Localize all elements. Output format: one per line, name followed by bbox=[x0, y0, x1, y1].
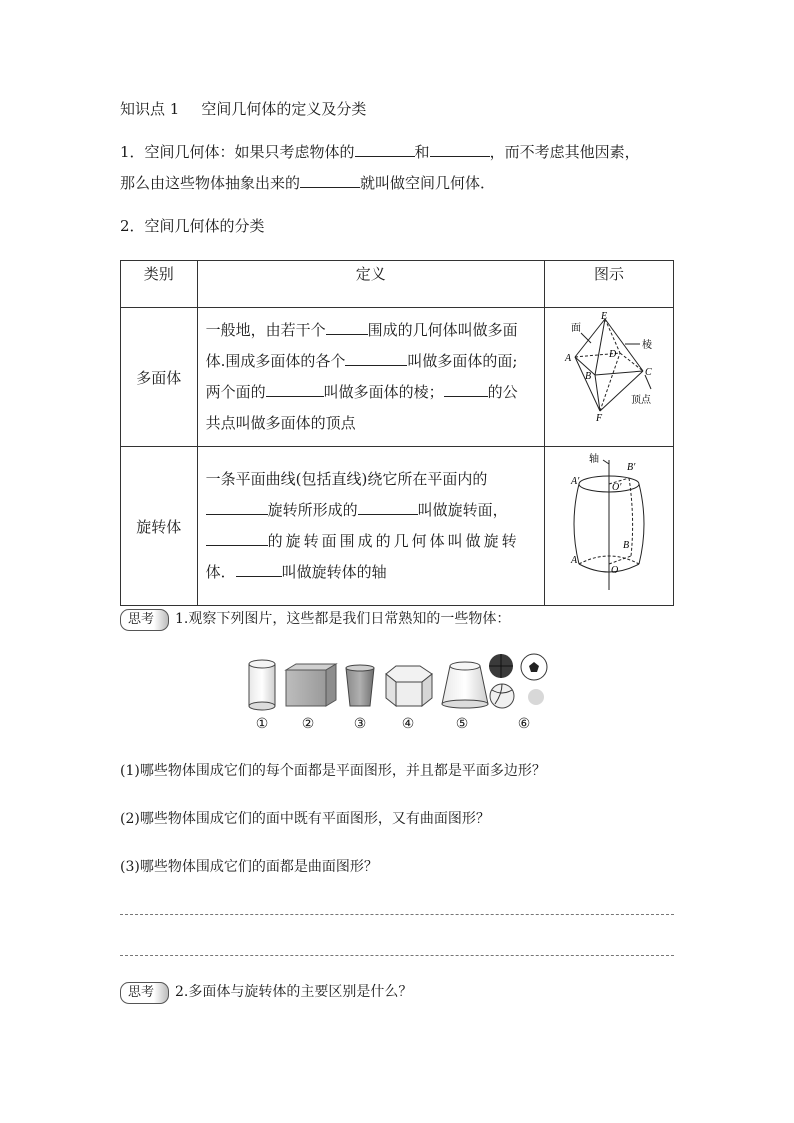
think-1 bbox=[120, 609, 510, 631]
classification-table bbox=[120, 260, 674, 606]
section-title: 空间几何体的定义及分类 bbox=[201, 100, 367, 118]
answer-blank[interactable] bbox=[326, 320, 368, 335]
table-row-polyhedron bbox=[121, 308, 674, 447]
cup-object bbox=[346, 665, 374, 706]
label-O-rev: O bbox=[610, 564, 619, 576]
figure-polyhedron bbox=[544, 308, 673, 447]
header-category: 类别 bbox=[121, 261, 198, 308]
hexagonal-prism-object bbox=[386, 666, 432, 706]
table-header-row bbox=[121, 261, 674, 308]
item1-text-d: 那么由这些物体抽象出来的 bbox=[120, 174, 301, 192]
item1-line2 bbox=[120, 167, 495, 199]
object-number: ③ bbox=[353, 716, 367, 732]
revolution-diagram bbox=[545, 448, 673, 605]
def-text: 的公 bbox=[487, 383, 518, 401]
answer-blank[interactable] bbox=[266, 382, 324, 397]
def-text: 围成的几何体叫做多面 bbox=[367, 321, 518, 339]
answer-blank[interactable] bbox=[358, 500, 418, 515]
object-number: ⑤ bbox=[455, 716, 469, 732]
answer-blank[interactable] bbox=[444, 382, 488, 397]
object-number: ④ bbox=[401, 716, 415, 732]
answer-blank[interactable] bbox=[355, 142, 415, 157]
label-F: F bbox=[595, 412, 603, 424]
def-text: 两个面的 bbox=[205, 383, 266, 401]
def-text: 的旋转面围成的几何体叫做旋转 bbox=[267, 532, 520, 550]
label-axis: 轴 bbox=[588, 453, 599, 465]
item1-text-c: ，而不考虑其他因素， bbox=[489, 143, 640, 161]
label-E: E bbox=[600, 310, 608, 322]
item1-text-b: 和 bbox=[414, 143, 430, 161]
object-number: ① bbox=[255, 716, 269, 732]
label-B: B bbox=[584, 370, 592, 382]
def-text: 一条平面曲线(包括直线)绕它所在平面内的 bbox=[205, 470, 488, 488]
balls-object bbox=[489, 654, 547, 708]
category-revolution: 旋转体 bbox=[121, 447, 198, 606]
answer-line[interactable] bbox=[120, 914, 674, 915]
answer-blank[interactable] bbox=[206, 500, 268, 515]
item1-line1 bbox=[120, 136, 640, 168]
frustum-object bbox=[442, 662, 488, 708]
definition-polyhedron bbox=[197, 308, 544, 447]
def-text: 旋转所形成的 bbox=[267, 501, 358, 519]
label-Oprime: O′ bbox=[611, 481, 622, 493]
def-text: 体.围成多面体的各个 bbox=[205, 352, 346, 370]
think-2 bbox=[120, 982, 412, 1004]
question-2: (2)哪些物体围成它们的面中既有平面图形，又有曲面图形？ bbox=[120, 811, 490, 827]
answer-line[interactable] bbox=[120, 955, 674, 956]
header-definition: 定义 bbox=[197, 261, 544, 308]
cylinder-object bbox=[249, 660, 275, 710]
def-text: 叫做旋转面， bbox=[417, 501, 508, 519]
answer-blank[interactable] bbox=[206, 531, 268, 546]
object-number: ② bbox=[301, 716, 315, 732]
label-Aprime: A′ bbox=[570, 475, 580, 487]
table-row-revolution bbox=[121, 447, 674, 606]
section-heading bbox=[120, 98, 366, 119]
def-text: 叫做旋转体的轴 bbox=[281, 563, 387, 581]
label-B-rev: B bbox=[622, 539, 630, 551]
think-badge: 思考 bbox=[120, 609, 169, 631]
def-text: 一般地，由若干个 bbox=[205, 321, 326, 339]
label-A-rev: A bbox=[570, 554, 578, 566]
question-1: (1)哪些物体围成它们的每个面都是平面图形，并且都是平面多边形？ bbox=[120, 763, 546, 779]
answer-blank[interactable] bbox=[345, 351, 407, 366]
question-3: (3)哪些物体围成它们的面都是曲面图形？ bbox=[120, 859, 378, 875]
def-text: 叫做多面体的棱； bbox=[323, 383, 444, 401]
label-vertex: 顶点 bbox=[630, 394, 651, 406]
label-edge: 棱 bbox=[641, 339, 652, 351]
item1-text-a: 1．空间几何体：如果只考虑物体的 bbox=[120, 143, 355, 161]
answer-blank[interactable] bbox=[236, 562, 282, 577]
box-object bbox=[286, 664, 336, 706]
objects-illustration bbox=[240, 652, 560, 714]
item1-text-e: 就叫做空间几何体． bbox=[360, 174, 496, 192]
label-A: A bbox=[564, 352, 572, 364]
definition-revolution bbox=[197, 447, 544, 606]
def-text: 共点叫做多面体的顶点 bbox=[205, 414, 356, 432]
section-label: 知识点 1 bbox=[120, 100, 180, 118]
label-Bprime: B′ bbox=[626, 461, 636, 473]
think-2-text: 2.多面体与旋转体的主要区别是什么？ bbox=[175, 984, 413, 1000]
def-text: 叫做多面体的面; bbox=[407, 352, 518, 370]
think-1-text: 1.观察下列图片，这些都是我们日常熟知的一些物体： bbox=[175, 611, 511, 627]
answer-blank[interactable] bbox=[300, 173, 360, 188]
answer-blank[interactable] bbox=[430, 142, 490, 157]
octahedron-diagram bbox=[545, 309, 673, 446]
def-text: 体． bbox=[205, 563, 236, 581]
category-polyhedron: 多面体 bbox=[121, 308, 198, 447]
figure-revolution bbox=[544, 447, 673, 606]
label-face: 面 bbox=[570, 322, 581, 334]
header-figure: 图示 bbox=[544, 261, 673, 308]
label-D: D bbox=[608, 348, 617, 360]
item2-title: 2．空间几何体的分类 bbox=[120, 217, 265, 235]
object-number: ⑥ bbox=[517, 716, 531, 732]
think-badge: 思考 bbox=[120, 982, 169, 1004]
label-C: C bbox=[644, 366, 652, 378]
